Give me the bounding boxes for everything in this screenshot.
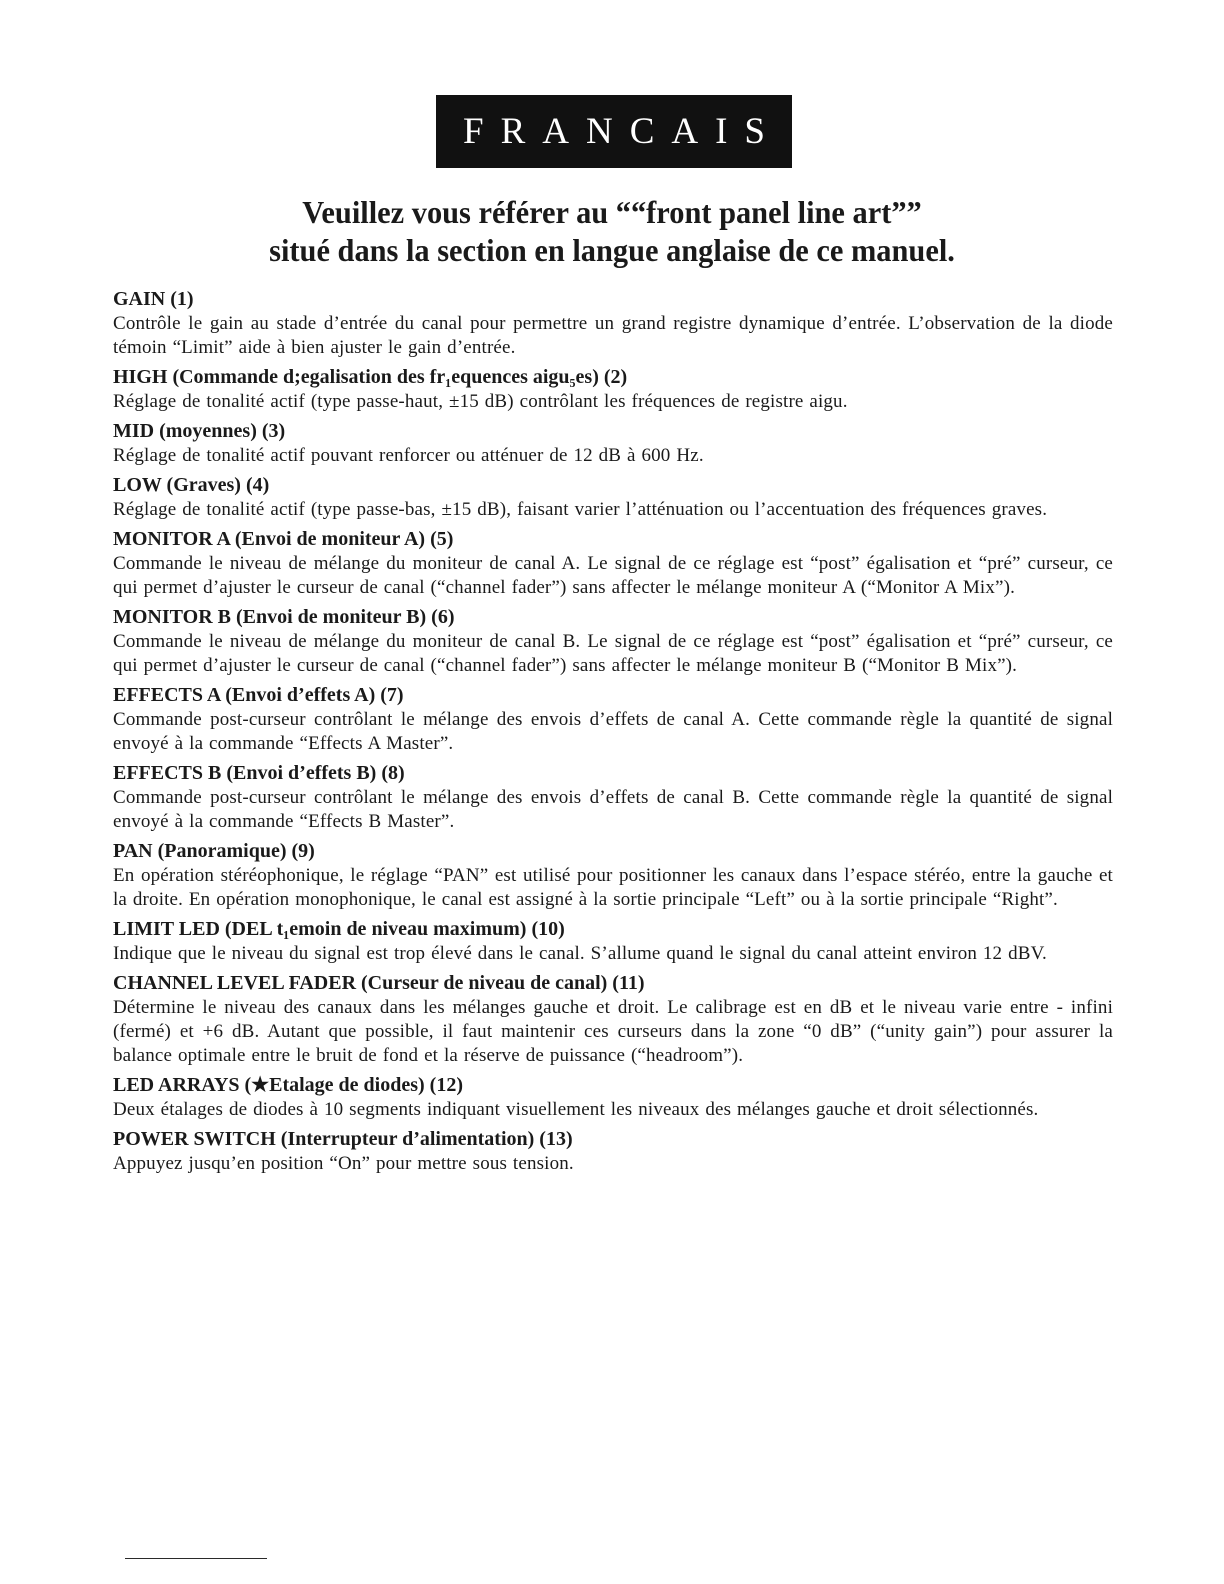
section-monitor-a: [113, 527, 1113, 600]
section-monitor-b: [113, 605, 1113, 678]
section-gain: [113, 287, 1113, 360]
section-body: Réglage de tonalité actif pouvant renforcer ou atténuer de 12 dB à 600 Hz.: [113, 445, 704, 466]
section-channel-level-fader: [113, 971, 1113, 1068]
section-body: Réglage de tonalité actif (type passe-haut, ±15 dB) contrôlant les fréquences de registre aigu.: [113, 391, 848, 412]
section-heading: CHANNEL LEVEL FADER (Curseur de niveau de canal) (11): [113, 972, 645, 994]
section-body: Indique que le niveau du signal est trop élevé dans le canal. S’allume quand le signal du canal atteint environ 12 dBV.: [113, 943, 1047, 964]
section-heading: EFFECTS B (Envoi d’effets B) (8): [113, 762, 405, 784]
section-heading: LIMIT LED (DEL t₁emoin de niveau maximum) (10): [113, 918, 565, 940]
section-body: Réglage de tonalité actif (type passe-bas, ±15 dB), faisant varier l’atténuation ou l’accentuation des fréquences graves.: [113, 499, 1048, 520]
section-heading: POWER SWITCH (Interrupteur d’alimentation) (13): [113, 1128, 573, 1150]
section-heading: EFFECTS A (Envoi d’effets A) (7): [113, 684, 404, 706]
section-body: En opération stéréophonique, le réglage “PAN” est utilisé pour positionner les canaux dans l’espace stéréo, entre la gauche et la droite. En opération monophonique, le canal est assigné à la sortie principale “Left” ou à la sortie principale “Right”.: [113, 865, 1113, 910]
section-heading: MID (moyennes) (3): [113, 420, 286, 442]
footnote-divider: [125, 1558, 267, 1559]
section-body: Commande le niveau de mélange du moniteur de canal A. Le signal de ce réglage est “post” égalisation et “pré” curseur, ce qui permet d’ajuster le curseur de canal (“channel fader”) sans affecter le mélange moniteur A (“Monitor A Mix”).: [113, 553, 1113, 598]
page-title-line-1: Veuillez vous référer au ““front panel line art””: [302, 194, 922, 230]
section-heading: MONITOR A (Envoi de moniteur A) (5): [113, 528, 454, 550]
section-body: Détermine le niveau des canaux dans les mélanges gauche et droit. Le calibrage est en dB et le niveau varie entre - infini (fermé) et +6 dB. Autant que possible, il faut maintenir ces curseurs dans la zone “0 dB” (“unity gain”) pour assurer la balance optimale entre le bruit de fond et la réserve de puissance (“headroom”).: [113, 997, 1113, 1066]
section-low: [113, 473, 1113, 522]
section-pan: [113, 839, 1113, 912]
section-heading: MONITOR B (Envoi de moniteur B) (6): [113, 606, 455, 628]
section-limit-led: [113, 917, 1113, 966]
section-heading: PAN (Panoramique) (9): [113, 840, 315, 862]
section-body: Appuyez jusqu’en position “On” pour mettre sous tension.: [113, 1153, 574, 1174]
section-heading: GAIN (1): [113, 288, 194, 310]
section-led-arrays: [113, 1073, 1113, 1122]
section-effects-b: [113, 761, 1113, 834]
section-body: Deux étalages de diodes à 10 segments indiquant visuellement les niveaux des mélanges gauche et droit sélectionnés.: [113, 1099, 1039, 1120]
section-high: [113, 365, 1113, 414]
section-effects-a: [113, 683, 1113, 756]
language-banner: FRANCAIS: [436, 95, 792, 168]
section-body: Commande post-curseur contrôlant le mélange des envois d’effets de canal B. Cette commande règle la quantité de signal envoyé à la commande “Effects B Master”.: [113, 787, 1113, 832]
control-descriptions: [113, 287, 1113, 1181]
page-title: [137, 193, 1087, 269]
section-body: Commande le niveau de mélange du moniteur de canal B. Le signal de ce réglage est “post” égalisation et “pré” curseur, ce qui permet d’ajuster le curseur de canal (“channel fader”) sans affecter le mélange moniteur B (“Monitor B Mix”).: [113, 631, 1113, 676]
section-heading: LED ARRAYS (★Etalage de diodes) (12): [113, 1074, 463, 1096]
section-heading: HIGH (Commande d;egalisation des fr₁equences aigu₅es) (2): [113, 366, 628, 388]
section-body: Commande post-curseur contrôlant le mélange des envois d’effets de canal A. Cette commande règle la quantité de signal envoyé à la commande “Effects A Master”.: [113, 709, 1113, 754]
section-mid: [113, 419, 1113, 468]
section-heading: LOW (Graves) (4): [113, 474, 270, 496]
page-title-line-2: situé dans la section en langue anglaise de ce manuel.: [269, 232, 955, 268]
section-power-switch: [113, 1127, 1113, 1176]
section-body: Contrôle le gain au stade d’entrée du canal pour permettre un grand registre dynamique d’entrée. L’observation de la diode témoin “Limit” aide à bien ajuster le gain d’entrée.: [113, 313, 1113, 358]
